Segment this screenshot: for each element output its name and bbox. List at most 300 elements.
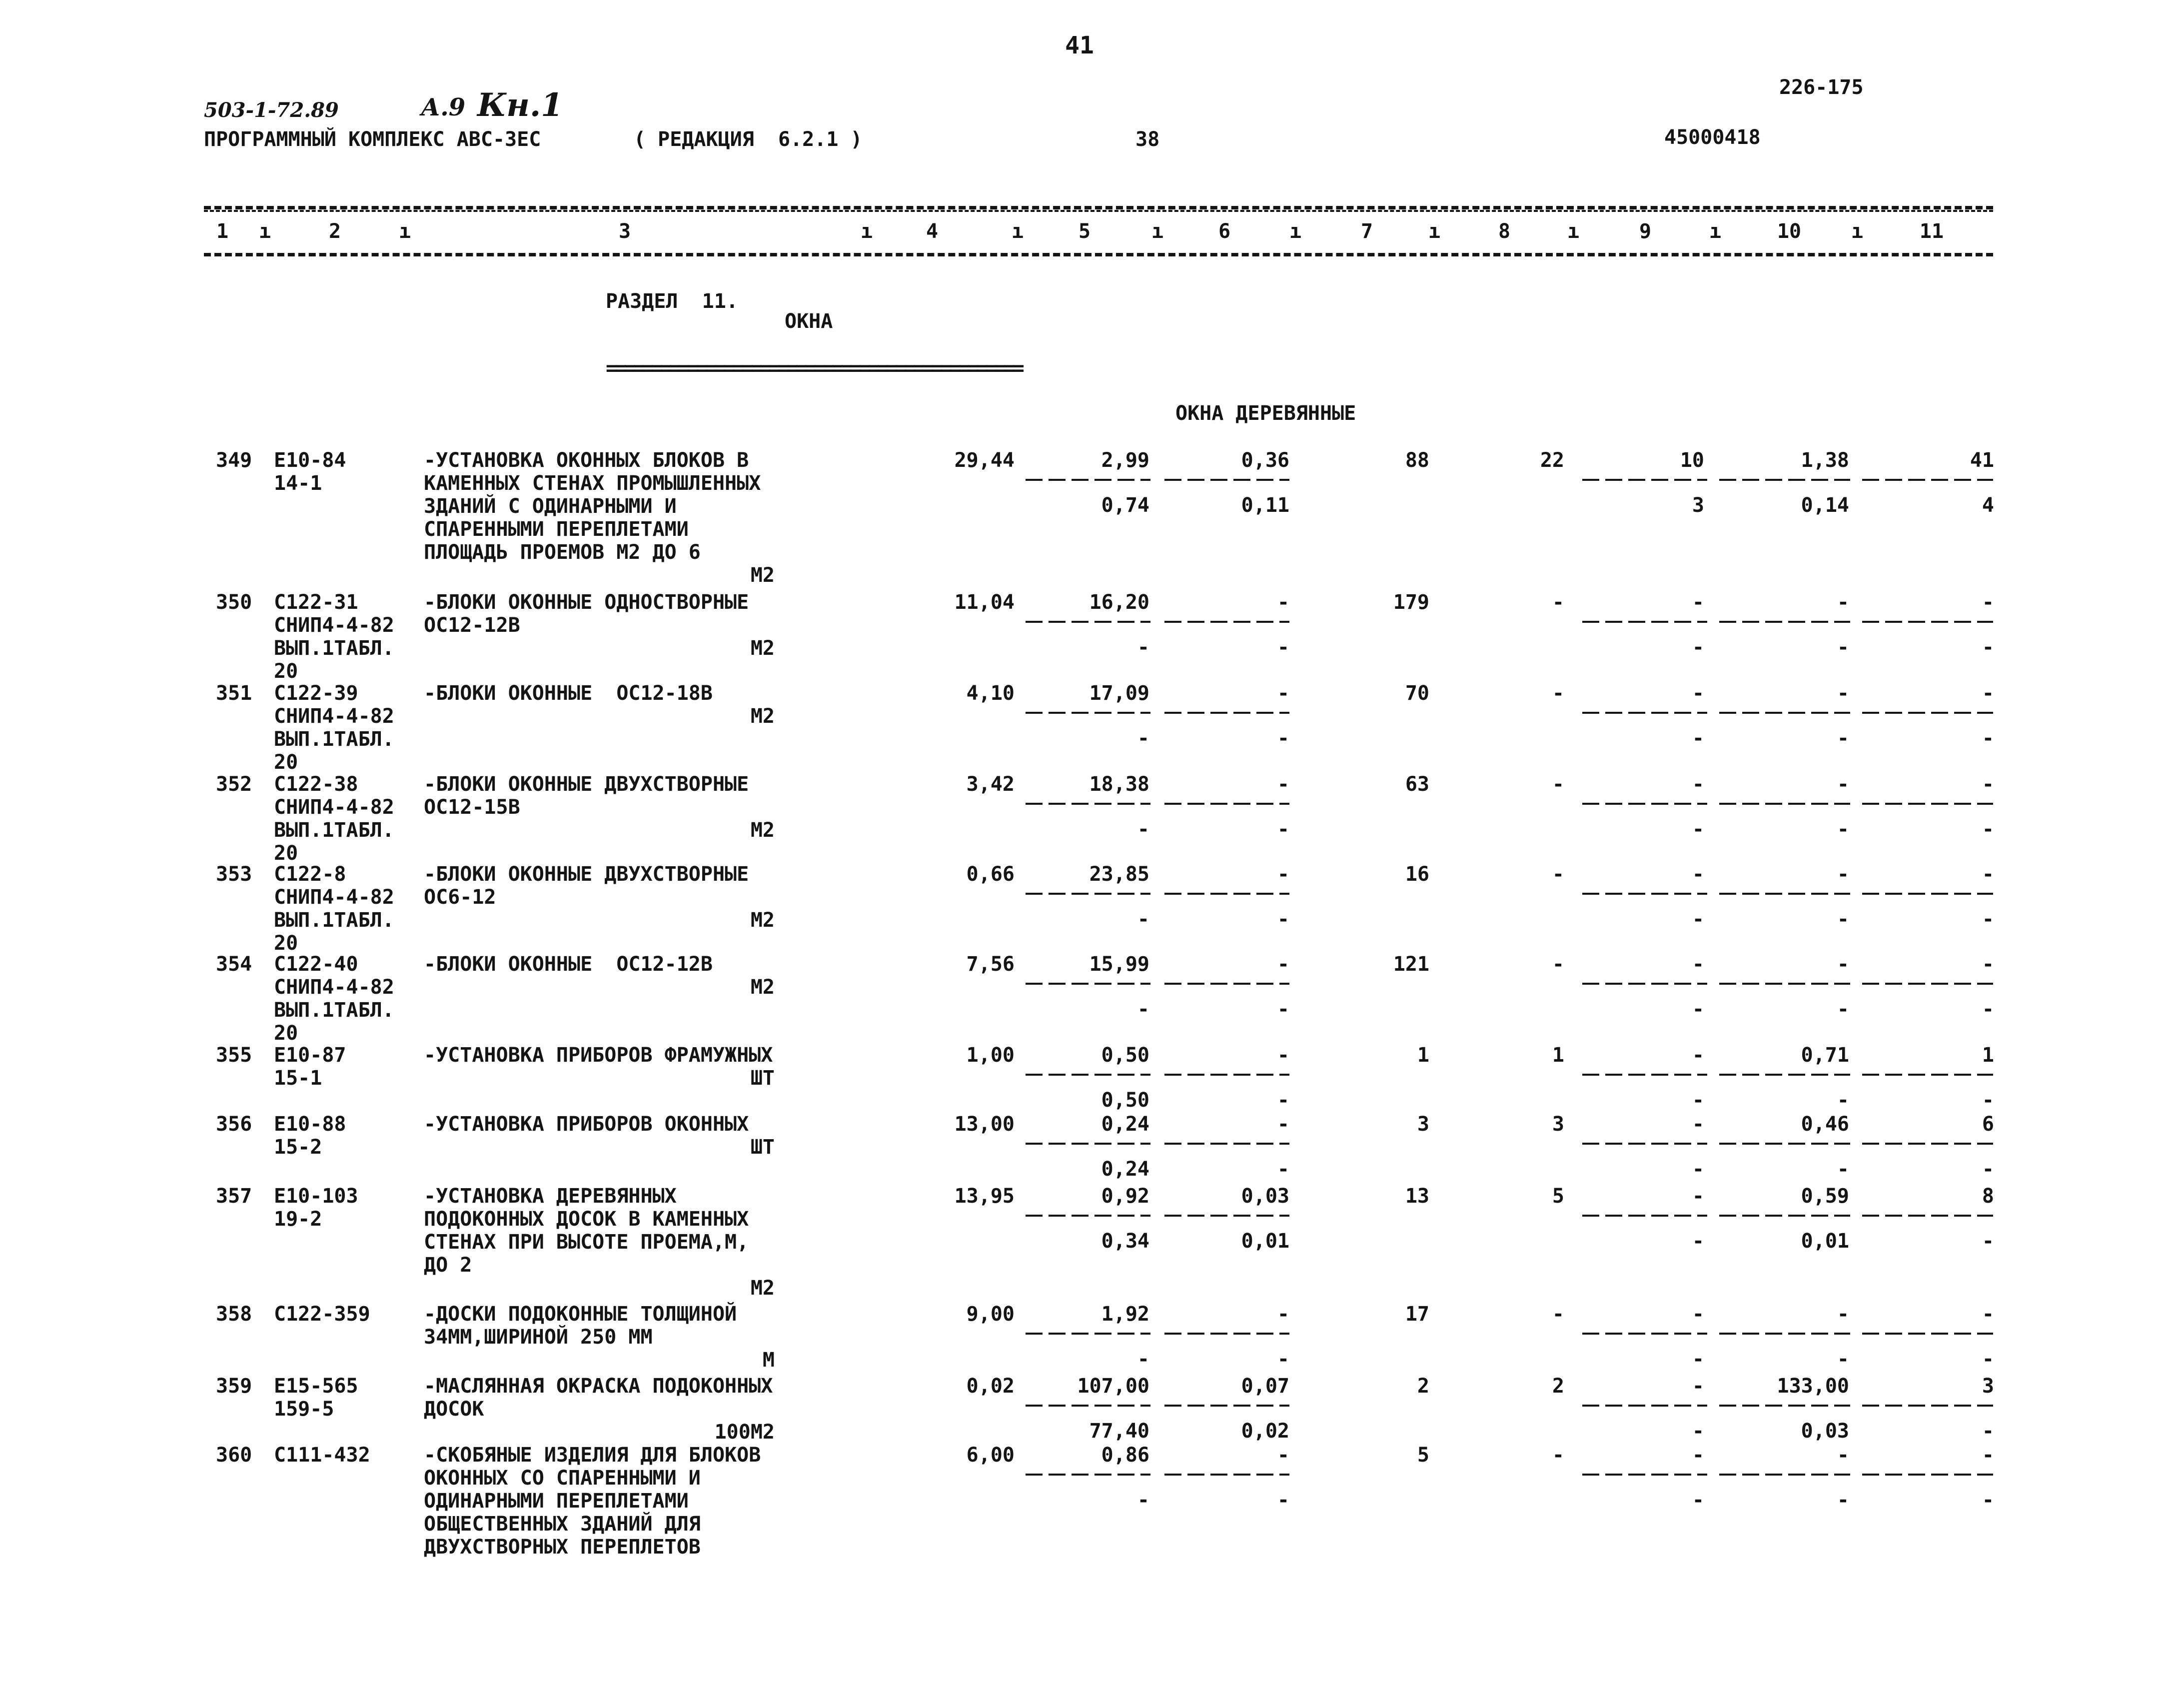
column-header-5: 5 xyxy=(1078,220,1091,243)
labor-total: 8 xyxy=(1982,1185,1994,1208)
labor-per-unit: - xyxy=(1837,1444,1849,1467)
column-header-3: 3 xyxy=(618,220,631,243)
fraction-line xyxy=(1719,1143,1850,1145)
labor-total: - xyxy=(1982,773,1994,796)
quantity: 4,10 xyxy=(966,682,1015,705)
work-description: ЗДАНИЙ С ОДИНАРНЫМИ И xyxy=(424,495,677,518)
fraction-line xyxy=(1582,893,1707,895)
fraction-line xyxy=(1582,1143,1707,1145)
unit-of-measure: М2 xyxy=(750,637,775,660)
work-description: ОБЩЕСТВЕННЫХ ЗДАНИЙ ДЛЯ xyxy=(424,1513,701,1536)
total-cost: 63 xyxy=(1405,773,1429,796)
norm-code: СНИП4-4-82 xyxy=(274,796,394,819)
fraction-line xyxy=(1164,983,1289,985)
unit-cost-machines: - xyxy=(1277,1044,1289,1067)
total-machines: - xyxy=(1692,863,1704,886)
quantity: 0,66 xyxy=(966,863,1015,886)
fraction-line xyxy=(1164,1143,1289,1145)
total-machine-wages: - xyxy=(1692,636,1704,659)
norm-code: С111-432 xyxy=(274,1444,370,1467)
fraction-line xyxy=(1582,803,1707,805)
total-cost: 88 xyxy=(1405,449,1429,472)
norm-code: 15-2 xyxy=(274,1136,322,1159)
fraction-line xyxy=(1582,1074,1707,1076)
fraction-line xyxy=(1862,712,1993,714)
fraction-line xyxy=(1582,1474,1707,1476)
unit-cost-wages: - xyxy=(1137,908,1149,931)
fraction-line xyxy=(1026,1333,1150,1335)
row-number: 352 xyxy=(216,773,252,796)
total-machines: - xyxy=(1692,1303,1704,1326)
unit-cost-total: 0,92 xyxy=(1101,1185,1149,1208)
unit-cost-machines: - xyxy=(1277,591,1289,614)
total-cost: 3 xyxy=(1417,1113,1429,1136)
doc-code: 503-1-72.89 xyxy=(204,98,339,122)
norm-code: ВЫП.1ТАБЛ. xyxy=(274,819,394,842)
quantity: 11,04 xyxy=(954,591,1015,614)
header-rule-top-2 xyxy=(204,210,1993,212)
labor-total: 1 xyxy=(1982,1044,1994,1067)
labor-per-unit: - xyxy=(1837,773,1849,796)
fraction-line xyxy=(1026,1405,1150,1407)
labor-machinists-total: - xyxy=(1982,1230,1994,1253)
unit-of-measure: ШТ xyxy=(750,1067,775,1090)
fraction-line xyxy=(1026,983,1150,985)
unit-cost-wages: 0,50 xyxy=(1101,1089,1149,1112)
unit-cost-total: 15,99 xyxy=(1089,953,1149,976)
labor-machinists-total: - xyxy=(1982,1348,1994,1371)
total-machines: - xyxy=(1692,1444,1704,1467)
row-number: 349 xyxy=(216,449,252,472)
labor-total: - xyxy=(1982,1303,1994,1326)
total-machine-wages: - xyxy=(1692,1348,1704,1371)
fraction-line xyxy=(1582,712,1707,714)
unit-cost-machines: - xyxy=(1277,863,1289,886)
total-machines: - xyxy=(1692,682,1704,705)
work-description: ДВУХСТВОРНЫХ ПЕРЕПЛЕТОВ xyxy=(424,1536,701,1559)
total-machines: 10 xyxy=(1680,449,1704,472)
labor-machinists-total: - xyxy=(1982,818,1994,841)
fraction-line xyxy=(1719,712,1850,714)
unit-of-measure: ШТ xyxy=(750,1136,775,1159)
doc-number: 226-175 xyxy=(1779,76,1864,99)
labor-total: - xyxy=(1982,953,1994,976)
labor-per-unit: - xyxy=(1837,1303,1849,1326)
header-rule-bottom xyxy=(204,253,1993,256)
section-subtitle: ОКНА ДЕРЕВЯННЫЕ xyxy=(1175,402,1356,425)
unit-cost-total: 2,99 xyxy=(1101,449,1149,472)
work-description: -УСТАНОВКА ПРИБОРОВ ОКОННЫХ xyxy=(424,1113,749,1136)
norm-code: С122-359 xyxy=(274,1303,370,1326)
unit-cost-wages: 0,74 xyxy=(1101,494,1149,517)
row-number: 355 xyxy=(216,1044,252,1067)
norm-code: СНИП4-4-82 xyxy=(274,614,394,637)
work-description: -БЛОКИ ОКОННЫЕ ДВУХСТВОРНЫЕ xyxy=(424,773,749,796)
norm-code: 14-1 xyxy=(274,472,322,495)
section-underline: ============================================== xyxy=(606,357,1022,380)
fraction-line xyxy=(1164,893,1289,895)
row-number: 359 xyxy=(216,1375,252,1398)
unit-cost-machines: 0,36 xyxy=(1241,449,1289,472)
row-number: 350 xyxy=(216,591,252,614)
work-description: -УСТАНОВКА ПРИБОРОВ ФРАМУЖНЫХ xyxy=(424,1044,773,1067)
fraction-line xyxy=(1582,1405,1707,1407)
quantity: 0,02 xyxy=(966,1375,1015,1398)
unit-cost-machines: - xyxy=(1277,1444,1289,1467)
labor-total: 3 xyxy=(1982,1375,1994,1398)
labor-machinists-per-unit: 0,01 xyxy=(1801,1230,1849,1253)
fraction-line xyxy=(1862,893,1993,895)
norm-code: 20 xyxy=(274,842,298,865)
quantity: 29,44 xyxy=(954,449,1015,472)
total-cost: 179 xyxy=(1393,591,1429,614)
fraction-line xyxy=(1582,1215,1707,1217)
fraction-line xyxy=(1164,1474,1289,1476)
fraction-line xyxy=(1026,621,1150,623)
labor-machinists-total: - xyxy=(1982,636,1994,659)
unit-cost-machines: 0,03 xyxy=(1241,1185,1289,1208)
unit-cost-machines: - xyxy=(1277,953,1289,976)
page-number: 41 xyxy=(1065,31,1094,59)
fraction-line xyxy=(1719,803,1850,805)
unit-of-measure: М2 xyxy=(750,705,775,728)
unit-cost-wages: - xyxy=(1137,727,1149,750)
fraction-line xyxy=(1582,479,1707,481)
labor-machinists-total: - xyxy=(1982,908,1994,931)
fraction-line xyxy=(1719,1333,1850,1335)
unit-cost-machine-wages: - xyxy=(1277,636,1289,659)
work-description: -МАСЛЯННАЯ ОКРАСКА ПОДОКОННЫХ xyxy=(424,1375,773,1398)
quantity: 13,95 xyxy=(954,1185,1015,1208)
labor-machinists-per-unit: - xyxy=(1837,818,1849,841)
norm-code: СНИП4-4-82 xyxy=(274,705,394,728)
labor-machinists-per-unit: 0,14 xyxy=(1801,494,1849,517)
unit-cost-machine-wages: - xyxy=(1277,818,1289,841)
fraction-line xyxy=(1862,1215,1993,1217)
quantity: 1,00 xyxy=(966,1044,1015,1067)
unit-of-measure: М2 xyxy=(750,909,775,932)
unit-cost-machine-wages: - xyxy=(1277,908,1289,931)
norm-code: С122-38 xyxy=(274,773,358,796)
labor-machinists-total: - xyxy=(1982,727,1994,750)
work-description: -УСТАНОВКА ДЕРЕВЯННЫХ xyxy=(424,1185,677,1208)
fraction-line xyxy=(1026,712,1150,714)
column-header-11: 11 xyxy=(1919,220,1944,243)
fraction-line xyxy=(1719,983,1850,985)
labor-per-unit: - xyxy=(1837,682,1849,705)
labor-per-unit: 133,00 xyxy=(1777,1375,1849,1398)
fraction-line xyxy=(1026,1474,1150,1476)
unit-cost-total: 17,09 xyxy=(1089,682,1149,705)
quantity: 13,00 xyxy=(954,1113,1015,1136)
total-machine-wages: - xyxy=(1692,1158,1704,1181)
norm-code: ВЫП.1ТАБЛ. xyxy=(274,909,394,932)
fraction-line xyxy=(1582,1333,1707,1335)
total-wages: 5 xyxy=(1552,1185,1564,1208)
norm-code: С122-8 xyxy=(274,863,346,886)
norm-code: Е15-565 xyxy=(274,1375,358,1398)
fraction-line xyxy=(1026,1215,1150,1217)
labor-machinists-total: - xyxy=(1982,1158,1994,1181)
fraction-line xyxy=(1026,893,1150,895)
unit-cost-machines: - xyxy=(1277,682,1289,705)
column-header-4: 4 xyxy=(926,220,939,243)
column-separator: ı xyxy=(1012,220,1024,243)
total-machines: - xyxy=(1692,1375,1704,1398)
norm-code: 20 xyxy=(274,1022,298,1045)
total-wages: 3 xyxy=(1552,1113,1564,1136)
unit-of-measure: М2 xyxy=(750,976,775,999)
fraction-line xyxy=(1164,479,1289,481)
total-wages: 22 xyxy=(1540,449,1564,472)
labor-total: - xyxy=(1982,682,1994,705)
total-wages: - xyxy=(1552,953,1564,976)
column-header-2: 2 xyxy=(328,220,341,243)
column-separator: ı xyxy=(1851,220,1864,243)
fraction-line xyxy=(1719,1215,1850,1217)
work-description: ДОСОК xyxy=(424,1398,484,1421)
total-wages: - xyxy=(1552,1303,1564,1326)
work-description: -ДОСКИ ПОДОКОННЫЕ ТОЛЩИНОЙ xyxy=(424,1303,737,1326)
total-machines: - xyxy=(1692,953,1704,976)
total-wages: 2 xyxy=(1552,1375,1564,1398)
column-header-1: 1 xyxy=(216,220,229,243)
total-machine-wages: 3 xyxy=(1692,494,1704,517)
fraction-line xyxy=(1862,1074,1993,1076)
book-label: Кн.1 xyxy=(477,86,563,124)
unit-cost-wages: 0,34 xyxy=(1101,1230,1149,1253)
fraction-line xyxy=(1719,479,1850,481)
norm-code: С122-39 xyxy=(274,682,358,705)
total-machine-wages: - xyxy=(1692,727,1704,750)
unit-cost-machine-wages: - xyxy=(1277,1089,1289,1112)
norm-code: Е10-88 xyxy=(274,1113,346,1136)
labor-machinists-per-unit: - xyxy=(1837,727,1849,750)
sheet-number: 38 xyxy=(1135,128,1160,151)
labor-total: - xyxy=(1982,863,1994,886)
work-description: ОДИНАРНЫМИ ПЕРЕПЛЕТАМИ xyxy=(424,1490,689,1513)
unit-cost-wages: - xyxy=(1137,1489,1149,1512)
work-description: -СКОБЯНЫЕ ИЗДЕЛИЯ ДЛЯ БЛОКОВ xyxy=(424,1444,761,1467)
fraction-line xyxy=(1164,1333,1289,1335)
total-wages: - xyxy=(1552,773,1564,796)
total-cost: 13 xyxy=(1405,1185,1429,1208)
work-description: 34ММ,ШИРИНОЙ 250 ММ xyxy=(424,1326,653,1349)
fraction-line xyxy=(1164,803,1289,805)
fraction-line xyxy=(1582,983,1707,985)
unit-cost-total: 0,86 xyxy=(1101,1444,1149,1467)
unit-cost-machine-wages: - xyxy=(1277,1158,1289,1181)
norm-code: ВЫП.1ТАБЛ. xyxy=(274,728,394,751)
unit-cost-machine-wages: 0,01 xyxy=(1241,1230,1289,1253)
total-wages: - xyxy=(1552,1444,1564,1467)
unit-cost-machine-wages: - xyxy=(1277,1348,1289,1371)
work-description: ОС12-15В xyxy=(424,796,520,819)
unit-of-measure: М2 xyxy=(750,819,775,842)
work-description: -УСТАНОВКА ОКОННЫХ БЛОКОВ В xyxy=(424,449,749,472)
column-separator: ı xyxy=(1289,220,1302,243)
fraction-line xyxy=(1582,621,1707,623)
norm-code: 15-1 xyxy=(274,1067,322,1090)
quantity: 6,00 xyxy=(966,1444,1015,1467)
total-machine-wages: - xyxy=(1692,818,1704,841)
fraction-line xyxy=(1862,1333,1993,1335)
work-description: -БЛОКИ ОКОННЫЕ ДВУХСТВОРНЫЕ xyxy=(424,863,749,886)
column-separator: ı xyxy=(1428,220,1441,243)
labor-per-unit: 0,71 xyxy=(1801,1044,1849,1067)
norm-code: 20 xyxy=(274,932,298,955)
norm-code: С122-31 xyxy=(274,591,358,614)
labor-machinists-per-unit: - xyxy=(1837,1158,1849,1181)
unit-of-measure: М xyxy=(762,1349,775,1372)
labor-total: 6 xyxy=(1982,1113,1994,1136)
work-description: ДО 2 xyxy=(424,1254,472,1277)
work-description: СТЕНАХ ПРИ ВЫСОТЕ ПРОЕМА,М, xyxy=(424,1231,749,1254)
fraction-line xyxy=(1164,712,1289,714)
code-number: 45000418 xyxy=(1664,126,1761,149)
total-cost: 70 xyxy=(1405,682,1429,705)
section-name: ОКНА xyxy=(785,310,833,333)
row-number: 356 xyxy=(216,1113,252,1136)
labor-machinists-per-unit: - xyxy=(1837,1489,1849,1512)
labor-machinists-total: - xyxy=(1982,998,1994,1021)
labor-per-unit: 1,38 xyxy=(1801,449,1849,472)
unit-cost-machine-wages: 0,02 xyxy=(1241,1420,1289,1443)
quantity: 3,42 xyxy=(966,773,1015,796)
unit-of-measure: М2 xyxy=(750,564,775,587)
fraction-line xyxy=(1862,983,1993,985)
section-title: РАЗДЕЛ 11. xyxy=(606,290,738,313)
column-separator: ı xyxy=(1709,220,1722,243)
unit-cost-wages: 0,24 xyxy=(1101,1158,1149,1181)
unit-cost-machines: - xyxy=(1277,1113,1289,1136)
total-machine-wages: - xyxy=(1692,1089,1704,1112)
work-description: ОС6-12 xyxy=(424,886,496,909)
work-description: ОКОННЫХ СО СПАРЕННЫМИ И xyxy=(424,1467,701,1490)
column-header-10: 10 xyxy=(1777,220,1802,243)
total-machine-wages: - xyxy=(1692,998,1704,1021)
unit-cost-total: 107,00 xyxy=(1077,1375,1149,1398)
fraction-line xyxy=(1862,1405,1993,1407)
labor-per-unit: - xyxy=(1837,863,1849,886)
column-header-8: 8 xyxy=(1498,220,1511,243)
unit-cost-total: 16,20 xyxy=(1089,591,1149,614)
labor-per-unit: 0,59 xyxy=(1801,1185,1849,1208)
work-description: -БЛОКИ ОКОННЫЕ ОС12-12В xyxy=(424,953,713,976)
labor-machinists-total: - xyxy=(1982,1420,1994,1443)
labor-total: - xyxy=(1982,591,1994,614)
fraction-line xyxy=(1862,621,1993,623)
fraction-line xyxy=(1862,479,1993,481)
unit-cost-total: 23,85 xyxy=(1089,863,1149,886)
quantity: 7,56 xyxy=(966,953,1015,976)
norm-code: Е10-103 xyxy=(274,1185,358,1208)
labor-machinists-total: - xyxy=(1982,1089,1994,1112)
unit-cost-machines: - xyxy=(1277,1303,1289,1326)
work-description: СПАРЕННЫМИ ПЕРЕПЛЕТАМИ xyxy=(424,518,689,541)
album-label: А.9 xyxy=(421,93,466,121)
labor-machinists-per-unit: - xyxy=(1837,1089,1849,1112)
column-separator: ı xyxy=(1151,220,1164,243)
unit-cost-total: 18,38 xyxy=(1089,773,1149,796)
labor-machinists-total: - xyxy=(1982,1489,1994,1512)
unit-cost-total: 1,92 xyxy=(1101,1303,1149,1326)
work-description: КАМЕННЫХ СТЕНАХ ПРОМЫШЛЕННЫХ xyxy=(424,472,761,495)
unit-cost-total: 0,50 xyxy=(1101,1044,1149,1067)
labor-per-unit: 0,46 xyxy=(1801,1113,1849,1136)
norm-code: ВЫП.1ТАБЛ. xyxy=(274,637,394,660)
row-number: 354 xyxy=(216,953,252,976)
unit-of-measure: 100М2 xyxy=(714,1421,775,1444)
work-description: ПЛОЩАДЬ ПРОЕМОВ М2 ДО 6 xyxy=(424,541,701,564)
norm-code: 20 xyxy=(274,660,298,683)
work-description: -БЛОКИ ОКОННЫЕ ОС12-18В xyxy=(424,682,713,705)
unit-cost-machine-wages: 0,11 xyxy=(1241,494,1289,517)
row-number: 358 xyxy=(216,1303,252,1326)
unit-cost-wages: - xyxy=(1137,818,1149,841)
norm-code: СНИП4-4-82 xyxy=(274,886,394,909)
column-separator: ı xyxy=(259,220,271,243)
norm-code: 20 xyxy=(274,751,298,774)
labor-machinists-per-unit: - xyxy=(1837,908,1849,931)
total-wages: - xyxy=(1552,863,1564,886)
fraction-line xyxy=(1862,803,1993,805)
norm-code: ВЫП.1ТАБЛ. xyxy=(274,999,394,1022)
unit-cost-wages: - xyxy=(1137,1348,1149,1371)
labor-total: 41 xyxy=(1970,449,1994,472)
column-separator: ı xyxy=(861,220,873,243)
labor-per-unit: - xyxy=(1837,953,1849,976)
unit-cost-machines: 0,07 xyxy=(1241,1375,1289,1398)
fraction-line xyxy=(1862,1143,1993,1145)
unit-cost-machine-wages: - xyxy=(1277,1489,1289,1512)
total-cost: 2 xyxy=(1417,1375,1429,1398)
labor-machinists-per-unit: - xyxy=(1837,1348,1849,1371)
labor-machinists-total: 4 xyxy=(1982,494,1994,517)
labor-machinists-per-unit: - xyxy=(1837,636,1849,659)
fraction-line xyxy=(1026,1143,1150,1145)
unit-cost-total: 0,24 xyxy=(1101,1113,1149,1136)
unit-cost-wages: - xyxy=(1137,998,1149,1021)
norm-code: Е10-87 xyxy=(274,1044,346,1067)
total-machine-wages: - xyxy=(1692,1420,1704,1443)
unit-cost-machines: - xyxy=(1277,773,1289,796)
total-cost: 5 xyxy=(1417,1444,1429,1467)
total-machines: - xyxy=(1692,773,1704,796)
total-machines: - xyxy=(1692,1185,1704,1208)
labor-machinists-per-unit: - xyxy=(1837,998,1849,1021)
total-machines: - xyxy=(1692,1113,1704,1136)
unit-of-measure: М2 xyxy=(750,1277,775,1300)
norm-code: СНИП4-4-82 xyxy=(274,976,394,999)
total-cost: 16 xyxy=(1405,863,1429,886)
program-edition: ( РЕДАКЦИЯ 6.2.1 ) xyxy=(634,128,863,151)
fraction-line xyxy=(1862,1474,1993,1476)
labor-per-unit: - xyxy=(1837,591,1849,614)
column-separator: ı xyxy=(399,220,411,243)
norm-code: Е10-84 xyxy=(274,449,346,472)
total-cost: 1 xyxy=(1417,1044,1429,1067)
total-machine-wages: - xyxy=(1692,1230,1704,1253)
column-header-7: 7 xyxy=(1360,220,1373,243)
total-wages: 1 xyxy=(1552,1044,1564,1067)
fraction-line xyxy=(1719,1405,1850,1407)
work-description: -БЛОКИ ОКОННЫЕ ОДНОСТВОРНЫЕ xyxy=(424,591,749,614)
unit-cost-machine-wages: - xyxy=(1277,998,1289,1021)
total-cost: 17 xyxy=(1405,1303,1429,1326)
total-machines: - xyxy=(1692,591,1704,614)
fraction-line xyxy=(1026,803,1150,805)
